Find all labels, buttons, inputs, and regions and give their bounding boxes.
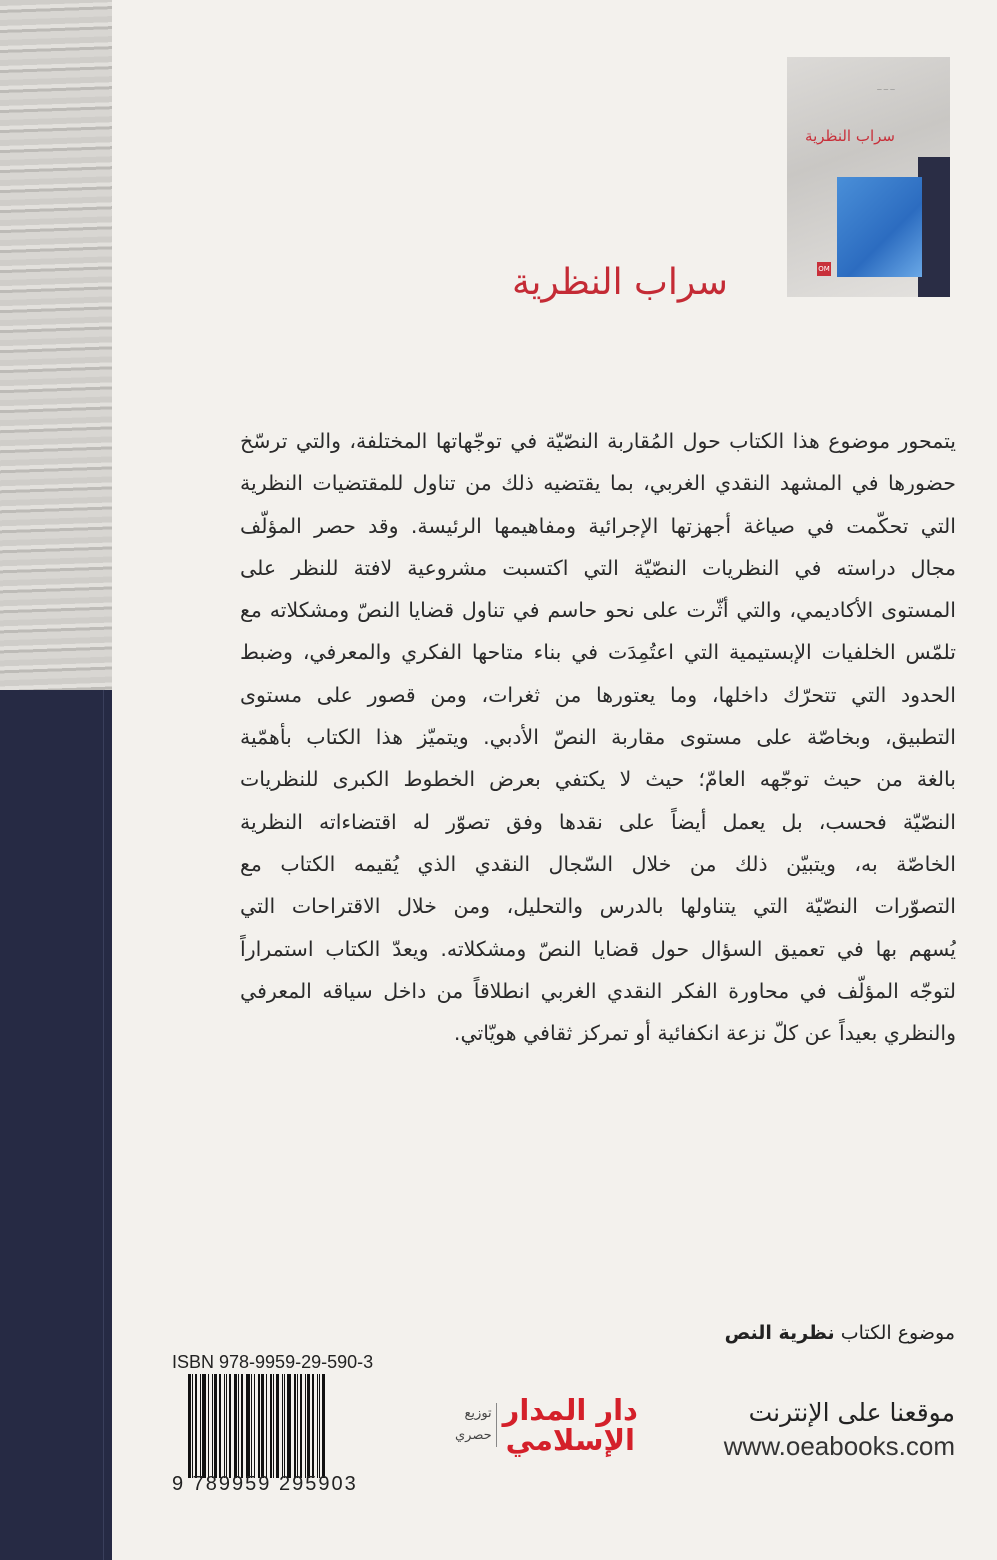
blurb-line: مجال دراسته في النظريات النصّيّة التي اكتسبت مشروعية لافتة للنظر على xyxy=(240,555,956,580)
barcode-bar xyxy=(195,1374,197,1478)
blurb-line: الخاصّة به، ويتبيّن ذلك من خلال السّجال النقدي الذي يُقيمه الكتاب مع xyxy=(240,851,956,876)
barcode-bar xyxy=(214,1374,217,1478)
barcode-bar xyxy=(246,1374,250,1478)
thumbnail-logo: OM xyxy=(817,262,831,276)
barcode-bar xyxy=(282,1374,283,1478)
barcode-bar xyxy=(287,1374,291,1478)
barcode-bar xyxy=(200,1374,201,1478)
blurb-line: التصوّرات النصّيّة التي يتناولها بالدرس والتحليل، ومن خلال الاقتراحات التي xyxy=(240,894,956,919)
barcode-bar xyxy=(258,1374,260,1478)
barcode-bar xyxy=(208,1374,209,1478)
barcode-bar xyxy=(192,1374,193,1478)
barcode xyxy=(188,1374,402,1478)
barcode-bar xyxy=(234,1374,237,1478)
blurb-line: تلمّس الخلفيات الإبستيمية التي اعتُمِدَت في بناء متاحها الفكري والمعرفي، وضبط xyxy=(240,640,956,665)
barcode-bar xyxy=(270,1374,272,1478)
barcode-bar xyxy=(254,1374,255,1478)
blurb-line: لتوجّه المؤلّف في محاورة الفكر النقدي الغربي انطلاقاً من داخل سياقه المعرفي xyxy=(240,978,956,1003)
book-title: سراب النظرية xyxy=(512,262,728,303)
blurb-line: الحدود التي تتحرّك داخلها، وما يعتورها من ثغرات، ومن قصور على مستوى xyxy=(240,682,956,707)
spine-texture xyxy=(0,0,112,690)
barcode-bar xyxy=(226,1374,227,1478)
barcode-number: 9 789959 295903 xyxy=(172,1473,358,1495)
barcode-bar xyxy=(238,1374,239,1478)
publisher-name-line2: الإسلامي xyxy=(505,1423,635,1457)
publisher-name-line1: دار المدار xyxy=(502,1393,638,1427)
thumbnail-title: سراب النظرية xyxy=(805,127,895,145)
blurb-line: التطبيق، وبخاصّة على مستوى مقاربة النصّ الأدبي. ويتميّز هذا الكتاب بأهمّية xyxy=(240,725,956,750)
website-label: موقعنا على الإنترنت xyxy=(748,1398,955,1427)
barcode-bar xyxy=(300,1374,302,1478)
barcode-bar xyxy=(297,1374,298,1478)
barcode-bar xyxy=(251,1374,252,1478)
isbn: ISBN 978-9959-29-590-3 xyxy=(172,1352,374,1372)
blurb-line: يُسهم بها في تعميق السؤال حول قضايا النصّ ومشكلاته. ويعدّ الكتاب استمراراً xyxy=(240,936,956,961)
barcode-bar xyxy=(266,1374,267,1478)
barcode-bar xyxy=(307,1374,310,1478)
distribution-line1: توزيع xyxy=(464,1406,492,1421)
thumbnail-navy-band xyxy=(918,157,950,297)
barcode-bar xyxy=(317,1374,318,1478)
thumbnail-author: — — — xyxy=(876,87,895,93)
barcode-bar xyxy=(212,1374,213,1478)
barcode-bar xyxy=(319,1374,320,1478)
spine-navy-band xyxy=(0,690,112,1560)
barcode-bar xyxy=(284,1374,285,1478)
barcode-bar xyxy=(322,1374,325,1478)
barcode-bar xyxy=(312,1374,314,1478)
blurb-line: يتمحور موضوع هذا الكتاب حول المُقاربة النصّيّة في توجّهاتها المختلفة، والتي ترسّخ xyxy=(240,429,956,453)
barcode-bar xyxy=(273,1374,274,1478)
barcode-bar xyxy=(294,1374,296,1478)
subject-label: موضوع الكتاب xyxy=(840,1322,955,1344)
blurb-line: المستوى الأكاديمي، والتي أثّرت على نحو حاسم في تناول قضايا النصّ ومشكلاته مع xyxy=(240,598,956,623)
website-block xyxy=(724,1398,955,1462)
subject-value: نظرية النص xyxy=(724,1322,835,1344)
cover-thumbnail xyxy=(787,57,950,297)
barcode-bar xyxy=(276,1374,279,1478)
barcode-bar xyxy=(202,1374,206,1478)
publisher-logo xyxy=(455,1395,638,1455)
website-url[interactable]: www.oeabooks.com xyxy=(723,1431,955,1461)
thumbnail-photo xyxy=(837,177,922,277)
distribution-line2: حصري xyxy=(455,1428,492,1443)
barcode-bar xyxy=(305,1374,306,1478)
blurb-line: حضورها في المشهد النقدي الغربي، بما يقتضيه ذلك من تناول للمقتضيات النظرية xyxy=(240,471,956,496)
barcode-bar xyxy=(261,1374,264,1478)
blurb-line: والنظري بعيداً عن كلّ نزعة انكفائية أو تمركز ثقافي هويّاتي. xyxy=(453,1021,956,1046)
barcode-bar xyxy=(229,1374,231,1478)
barcode-bar xyxy=(188,1374,191,1478)
barcode-bar xyxy=(219,1374,221,1478)
blurb-line: التي تحكّمت في صياغة أجهزتها الإجرائية ومفاهيمها الرئيسة. وقد حصر المؤلّف xyxy=(240,513,956,538)
blurb xyxy=(240,420,956,1054)
blurb-line: بالغة من حيث توجّهه العامّ؛ حيث لا يكتفي بعرض الخطوط الكبرى للنظريات xyxy=(240,767,956,792)
blurb-line: النصّيّة فحسب، بل يعمل أيضاً على نقدها وفق تصوّر له اقتضاءاته النظرية xyxy=(240,809,956,834)
barcode-bar xyxy=(224,1374,225,1478)
book-subject xyxy=(725,1322,955,1344)
barcode-bar xyxy=(241,1374,243,1478)
